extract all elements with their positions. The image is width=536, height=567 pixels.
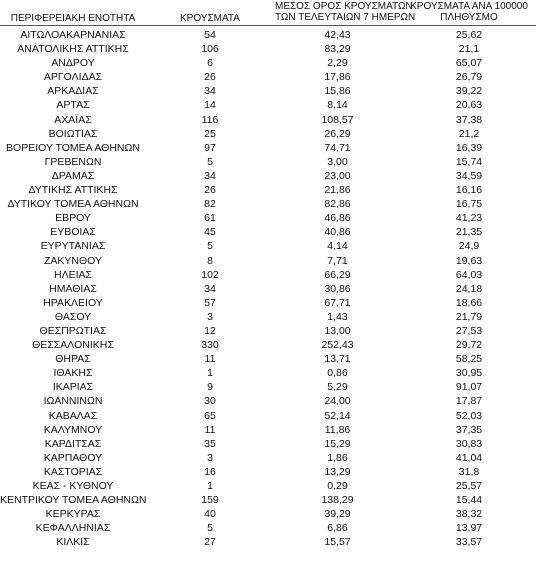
cell-region: ΕΥΒΟΙΑΣ (50, 226, 96, 239)
cell-avg7: 46,86 (324, 212, 351, 225)
cell-cases: 57 (204, 296, 216, 309)
cell-per100k: 37,35 (455, 423, 483, 436)
table-row (0, 535, 536, 549)
table-row (0, 437, 536, 451)
cell-region: ΔΥΤΙΚΗΣ ΑΤΤΙΚΗΣ (28, 184, 118, 197)
cell-cases: 106 (201, 43, 219, 56)
cell-avg7: 5,29 (327, 381, 348, 394)
cell-cases: 3 (207, 310, 213, 323)
cell-region: ΑΙΤΩΛΟΑΚΑΡΝΑΝΙΑΣ (20, 29, 126, 41)
table-row (0, 521, 536, 535)
table-row (0, 366, 536, 380)
cell-region: ΚΕΑΣ - ΚΥΘΝΟΥ (32, 480, 114, 492)
cell-avg7: 15,29 (324, 437, 351, 450)
table-row (0, 268, 536, 282)
cell-region: ΚΑΡΔΙΤΣΑΣ (44, 437, 102, 450)
cell-per100k: 52,03 (455, 409, 483, 422)
cell-avg7: 13,00 (324, 324, 351, 337)
cell-cases: 12 (204, 324, 216, 337)
cell-region: ΙΘΑΚΗΣ (53, 367, 93, 380)
table-row (0, 56, 536, 70)
cell-region: ΘΑΣΟΥ (54, 310, 92, 323)
cell-cases: 40 (204, 508, 216, 521)
table-row (0, 409, 536, 423)
header-avg7 (275, 1, 416, 23)
cell-avg7: 67,71 (324, 296, 351, 309)
cell-cases: 27 (204, 536, 216, 549)
cell-per100k: 31,8 (458, 465, 480, 478)
cell-avg7: 1,86 (327, 451, 348, 464)
cell-region: ΔΥΤΙΚΟΥ ΤΟΜΕΑ ΑΘΗΝΩΝ (7, 198, 139, 211)
cell-region: ΑΡΓΟΛΙΔΑΣ (43, 71, 103, 84)
cell-cases: 25 (204, 127, 216, 140)
table-row (0, 239, 536, 253)
cell-cases: 116 (201, 113, 219, 126)
cell-region: ΕΒΡΟΥ (55, 212, 91, 225)
cell-region: ΑΡΤΑΣ (56, 99, 90, 112)
cell-avg7: 42,43 (324, 29, 351, 41)
cell-region: ΑΝΑΤΟΛΙΚΗΣ ΑΤΤΙΚΗΣ (17, 43, 129, 56)
cell-region: ΒΟΡΕΙΟΥ ΤΟΜΕΑ ΑΘΗΝΩΝ (6, 141, 140, 154)
cell-region: ΒΟΙΩΤΙΑΣ (48, 127, 98, 140)
cell-cases: 34 (204, 282, 216, 295)
table-row (0, 479, 536, 493)
cell-cases: 35 (204, 437, 216, 450)
cell-region: ΙΚΑΡΙΑΣ (52, 381, 94, 394)
cell-per100k: 91,07 (455, 381, 483, 394)
cell-region: ΖΑΚΥΝΘΟΥ (43, 254, 102, 267)
cell-region: ΑΧΑΪΑΣ (54, 113, 92, 126)
cell-cases: 34 (204, 169, 216, 182)
cell-region: ΓΡΕΒΕΝΩΝ (44, 155, 102, 168)
cell-avg7: 3,00 (327, 155, 348, 168)
cell-per100k: 26,79 (455, 71, 483, 84)
cell-cases: 61 (204, 212, 216, 225)
cell-per100k: 19,63 (455, 254, 483, 267)
cell-region: ΚΕΦΑΛΛΗΝΙΑΣ (35, 522, 111, 535)
cell-per100k: 16,39 (455, 141, 483, 154)
table-row (0, 84, 536, 98)
cell-cases: 6 (207, 57, 213, 70)
cell-per100k: 25,57 (455, 480, 483, 492)
table-row (0, 28, 536, 42)
cell-cases: 14 (204, 99, 216, 112)
cell-cases: 82 (204, 198, 216, 211)
table-row (0, 141, 536, 155)
cell-avg7: 6,86 (327, 522, 348, 535)
header-per100k-line1: ΚΡΟΥΣΜΑΤΑ ΑΝΑ 100000 (410, 1, 528, 12)
cell-avg7: 11,86 (324, 423, 351, 436)
header-per100k (404, 1, 534, 23)
table-row (0, 296, 536, 310)
cell-per100k: 24,18 (455, 282, 483, 295)
cell-avg7: 66,29 (324, 268, 351, 281)
table-row (0, 155, 536, 169)
cell-cases: 97 (204, 141, 216, 154)
table-row (0, 451, 536, 465)
cell-avg7: 26,29 (324, 127, 351, 140)
cell-per100k: 21,2 (458, 127, 480, 140)
cell-avg7: 24,00 (324, 395, 351, 408)
cell-avg7: 83,29 (324, 43, 351, 56)
cell-per100k: 18,66 (455, 296, 483, 309)
table-row (0, 338, 536, 352)
cell-per100k: 24,9 (458, 240, 480, 253)
cell-avg7: 2,29 (327, 57, 348, 70)
cell-region: ΗΛΕΙΑΣ (53, 268, 92, 281)
cell-per100k: 29,72 (455, 339, 483, 352)
cell-region: ΚΙΛΚΙΣ (56, 536, 90, 549)
cell-per100k: 30,83 (455, 437, 483, 450)
cell-per100k: 17,87 (455, 395, 483, 408)
cell-per100k: 13,97 (455, 522, 483, 535)
cell-cases: 5 (207, 155, 213, 168)
cell-cases: 26 (204, 71, 216, 84)
table-row (0, 493, 536, 507)
cell-cases: 102 (201, 268, 219, 281)
cell-avg7: 13,71 (324, 353, 351, 366)
cell-per100k: 25,62 (455, 29, 483, 41)
table-row (0, 310, 536, 324)
cell-cases: 45 (204, 226, 216, 239)
table-row (0, 70, 536, 84)
cell-avg7: 138,29 (321, 494, 354, 507)
cell-avg7: 30,86 (324, 282, 351, 295)
cell-cases: 1 (207, 480, 213, 492)
cell-region: ΘΕΣΣΑΛΟΝΙΚΗΣ (32, 339, 114, 352)
cell-avg7: 52,14 (324, 409, 351, 422)
cell-per100k: 30,95 (455, 367, 483, 380)
cell-per100k: 41,04 (455, 451, 483, 464)
cell-per100k: 21,1 (458, 43, 480, 56)
cell-region: ΘΗΡΑΣ (55, 353, 91, 366)
table-row (0, 352, 536, 366)
cell-region: ΔΡΑΜΑΣ (51, 169, 95, 182)
cell-per100k: 21,79 (455, 310, 483, 323)
cell-avg7: 252,43 (321, 339, 354, 352)
cell-cases: 159 (201, 494, 219, 507)
table-body (0, 28, 536, 549)
cell-cases: 1 (207, 367, 213, 380)
cell-avg7: 23,00 (324, 169, 351, 182)
cell-avg7: 13,29 (324, 465, 351, 478)
cell-cases: 5 (207, 240, 213, 253)
cell-per100k: 38,32 (455, 508, 483, 521)
header-region: ΠΕΡΙΦΕΡΕΙΑΚΗ ΕΝΟΤΗΤΑ (10, 13, 136, 24)
table-row (0, 282, 536, 296)
table-row (0, 254, 536, 268)
header-avg7-line2: ΤΩΝ ΤΕΛΕΥΤΑΙΩΝ 7 ΗΜΕΡΩΝ (275, 12, 416, 23)
cell-cases: 11 (204, 353, 216, 366)
table-row (0, 113, 536, 127)
cell-avg7: 8,14 (327, 99, 348, 112)
cell-per100k: 20,63 (455, 99, 483, 112)
cell-region: ΘΕΣΠΡΩΤΙΑΣ (39, 324, 107, 337)
header-avg7-line1: ΜΕΣΟΣ ΟΡΟΣ ΚΡΟΥΣΜΑΤΩΝ (275, 1, 413, 12)
cell-cases: 26 (204, 184, 216, 197)
cell-avg7: 17,86 (324, 71, 351, 84)
cell-region: ΚΑΛΥΜΝΟΥ (43, 423, 103, 436)
header-divider (0, 25, 536, 26)
cell-region: ΑΡΚΑΔΙΑΣ (47, 85, 99, 98)
cell-cases: 3 (207, 451, 213, 464)
cell-cases: 54 (204, 29, 216, 41)
table-row (0, 127, 536, 141)
cell-avg7: 0,86 (327, 367, 348, 380)
cell-per100k: 34,59 (455, 169, 483, 182)
header-per100k-line2: ΠΛΗΘΥΣΜΟ (440, 12, 498, 23)
cell-avg7: 1,43 (327, 310, 348, 323)
cell-region: ΚΑΒΑΛΑΣ (48, 409, 98, 422)
table-row (0, 183, 536, 197)
cell-cases: 34 (204, 85, 216, 98)
cell-cases: 9 (207, 381, 213, 394)
cell-per100k: 64,03 (455, 268, 483, 281)
cell-per100k: 21,35 (455, 226, 483, 239)
cell-per100k: 16,16 (455, 184, 483, 197)
cell-per100k: 16,75 (455, 198, 483, 211)
cell-avg7: 4,14 (327, 240, 348, 253)
cell-per100k: 39,22 (455, 85, 483, 98)
table-row (0, 394, 536, 408)
cell-cases: 8 (207, 254, 213, 267)
cell-cases: 65 (204, 409, 216, 422)
cell-per100k: 58,25 (455, 353, 483, 366)
table-row (0, 465, 536, 479)
cell-cases: 330 (201, 339, 219, 352)
header-cases: ΚΡΟΥΣΜΑΤΑ (180, 13, 240, 24)
cell-avg7: 108,57 (321, 113, 354, 126)
cell-region: ΗΡΑΚΛΕΙΟΥ (43, 296, 103, 309)
cell-avg7: 40,86 (324, 226, 351, 239)
table-row (0, 225, 536, 239)
table-row (0, 380, 536, 394)
cell-region: ΗΜΑΘΙΑΣ (49, 282, 97, 295)
cell-avg7: 0,29 (327, 480, 348, 492)
cell-region: ΕΥΡΥΤΑΝΙΑΣ (40, 240, 106, 253)
cell-region: ΙΩΑΝΝΙΝΩΝ (43, 395, 103, 408)
cell-avg7: 39,29 (324, 508, 351, 521)
cell-cases: 11 (204, 423, 216, 436)
cell-cases: 16 (204, 465, 216, 478)
cell-avg7: 7,71 (327, 254, 348, 267)
cell-per100k: 15,44 (455, 494, 483, 507)
table-row (0, 507, 536, 521)
table-row (0, 169, 536, 183)
cell-per100k: 27,53 (455, 324, 483, 337)
cell-per100k: 15,74 (455, 155, 483, 168)
cell-region: ΚΑΣΤΟΡΙΑΣ (43, 465, 103, 478)
cell-region: ΚΕΡΚΥΡΑΣ (45, 508, 101, 521)
cell-per100k: 65,07 (455, 57, 483, 70)
cell-avg7: 82,86 (324, 198, 351, 211)
cell-region: ΑΝΔΡΟΥ (51, 57, 95, 70)
cell-region: ΚΑΡΠΑΘΟΥ (43, 451, 103, 464)
cell-per100k: 37,38 (455, 113, 483, 126)
cell-region: ΚΕΝΤΡΙΚΟΥ ΤΟΜΕΑ ΑΘΗΝΩΝ (0, 494, 147, 507)
table-row (0, 423, 536, 437)
cell-per100k: 33,57 (455, 536, 483, 549)
cell-avg7: 21,86 (324, 184, 351, 197)
table-row (0, 98, 536, 112)
cell-avg7: 74,71 (324, 141, 351, 154)
cell-avg7: 15,57 (324, 536, 351, 549)
cell-per100k: 41,23 (455, 212, 483, 225)
table-row (0, 42, 536, 56)
table-row (0, 211, 536, 225)
table-row (0, 197, 536, 211)
cell-avg7: 15,86 (324, 85, 351, 98)
cell-cases: 5 (207, 522, 213, 535)
cell-cases: 30 (204, 395, 216, 408)
table-row (0, 324, 536, 338)
